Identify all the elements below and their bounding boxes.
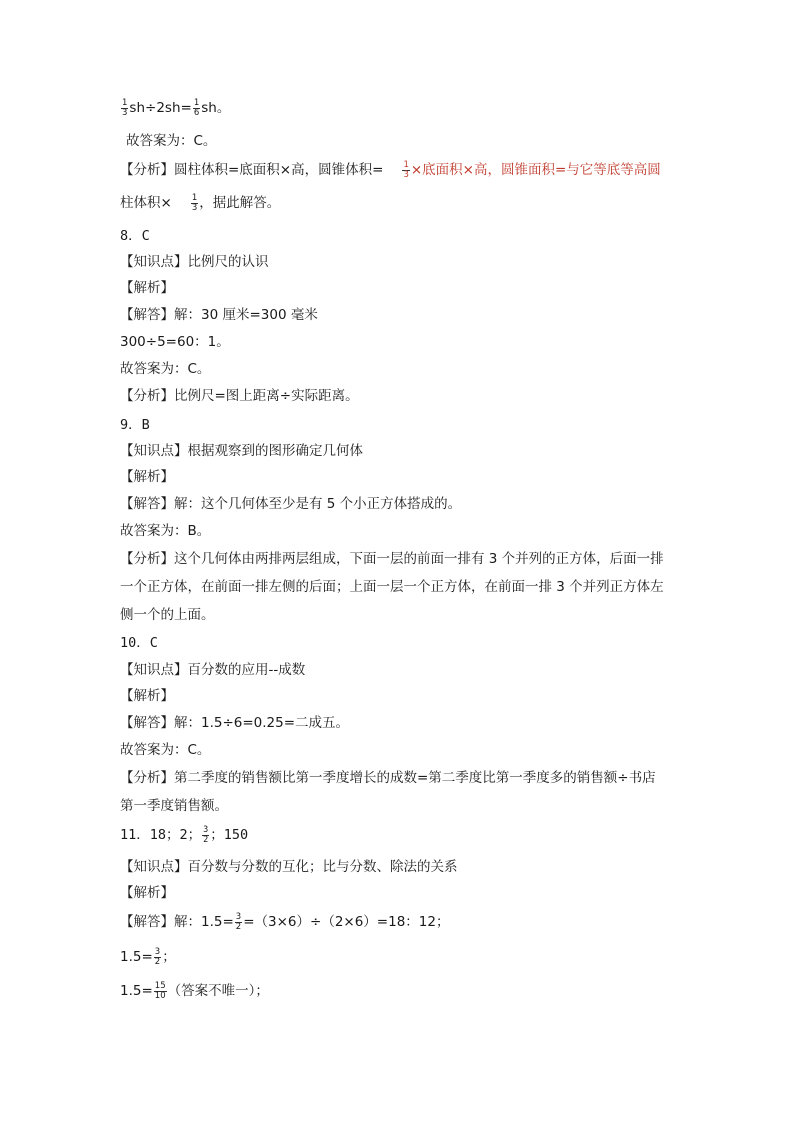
solution-line: 【解答】解：1.5÷6=0.25=二成五。	[120, 715, 350, 731]
solution-line: 【解答】解：30 厘米=300 毫米	[120, 307, 318, 323]
fraction: $\frac{15}{10}$	[154, 980, 166, 1001]
fraction: $\frac{3}{2}$	[235, 911, 242, 932]
answer-line: 故答案为：C。	[120, 742, 211, 758]
analysis-line: 【分析】比例尺=图上距离÷实际距离。	[120, 388, 359, 404]
fraction: $\frac{3}{2}$	[154, 946, 161, 967]
fraction: $\frac{3}{2}$	[203, 824, 209, 845]
analysis-line: 【分析】第二季度的销售额比第一季度增长的成数=第二季度比第一季度多的销售额÷书店	[120, 770, 656, 786]
fraction: $\frac{1}{6}$	[193, 97, 200, 118]
calc-line: 1.5= $\frac{3}{2}$ ；	[120, 946, 176, 967]
analysis-line: 【分析】这个几何体由两排两层组成，下面一层的前面一排有 3 个并列的正方体，后面一排	[120, 551, 664, 567]
calc-line: 300÷5=60：1。	[120, 334, 230, 350]
analysis-line: 柱体积× $\frac{1}{3}$ ，据此解答。	[120, 192, 281, 213]
knowledge-point: 【知识点】根据观察到的图形确定几何体	[120, 443, 363, 459]
analysis-heading: 【解析】	[120, 469, 174, 485]
calc-line: $\frac{1}{3}$ sh÷2sh= $\frac{1}{6}$ sh。	[122, 97, 231, 118]
fraction: $\frac{1}{3}$	[191, 192, 198, 213]
analysis-line: 侧一个的上面。	[120, 607, 215, 623]
knowledge-point: 【知识点】比例尺的认识	[120, 254, 269, 270]
fraction: $\frac{1}{3}$	[122, 97, 128, 118]
analysis-line: 【分析】圆柱体积=底面积×高，圆锥体积= $\frac{1}{3}$ ×底面积×高，圆锥面积=与它等底等高圆	[120, 159, 661, 180]
knowledge-point: 【知识点】百分数与分数的互化；比与分数、除法的关系	[120, 859, 458, 875]
fraction: $\frac{1}{3}$	[403, 159, 409, 180]
analysis-heading: 【解析】	[120, 885, 174, 901]
answer-line: 故答案为：B。	[120, 523, 211, 539]
question-number: 9．B	[120, 417, 150, 433]
question-number: 8．C	[120, 228, 150, 244]
solution-line: 【解答】解：1.5= $\frac{3}{2}$ =（3×6）÷（2×6）=18：12；	[120, 911, 450, 932]
question-number: 10．C	[120, 635, 158, 651]
analysis-heading: 【解析】	[120, 280, 174, 296]
calc-line: 1.5= $\frac{15}{10}$ （答案不唯一）；	[120, 980, 269, 1001]
analysis-line: 第一季度销售额。	[120, 798, 228, 814]
solution-line: 【解答】解：这个几何体至少是有 5 个小正方体搭成的。	[120, 496, 462, 512]
question-number: 11．18；2； $\frac{3}{2}$ ；150	[120, 824, 249, 845]
answer-line: 故答案为：C。	[126, 133, 217, 149]
answer-line: 故答案为：C。	[120, 361, 211, 377]
analysis-line: 一个正方体，在前面一排左侧的后面；上面一层一个正方体，在前面一排 3 个并列正方体左	[120, 579, 664, 595]
analysis-heading: 【解析】	[120, 688, 174, 704]
knowledge-point: 【知识点】百分数的应用--成数	[120, 662, 306, 678]
